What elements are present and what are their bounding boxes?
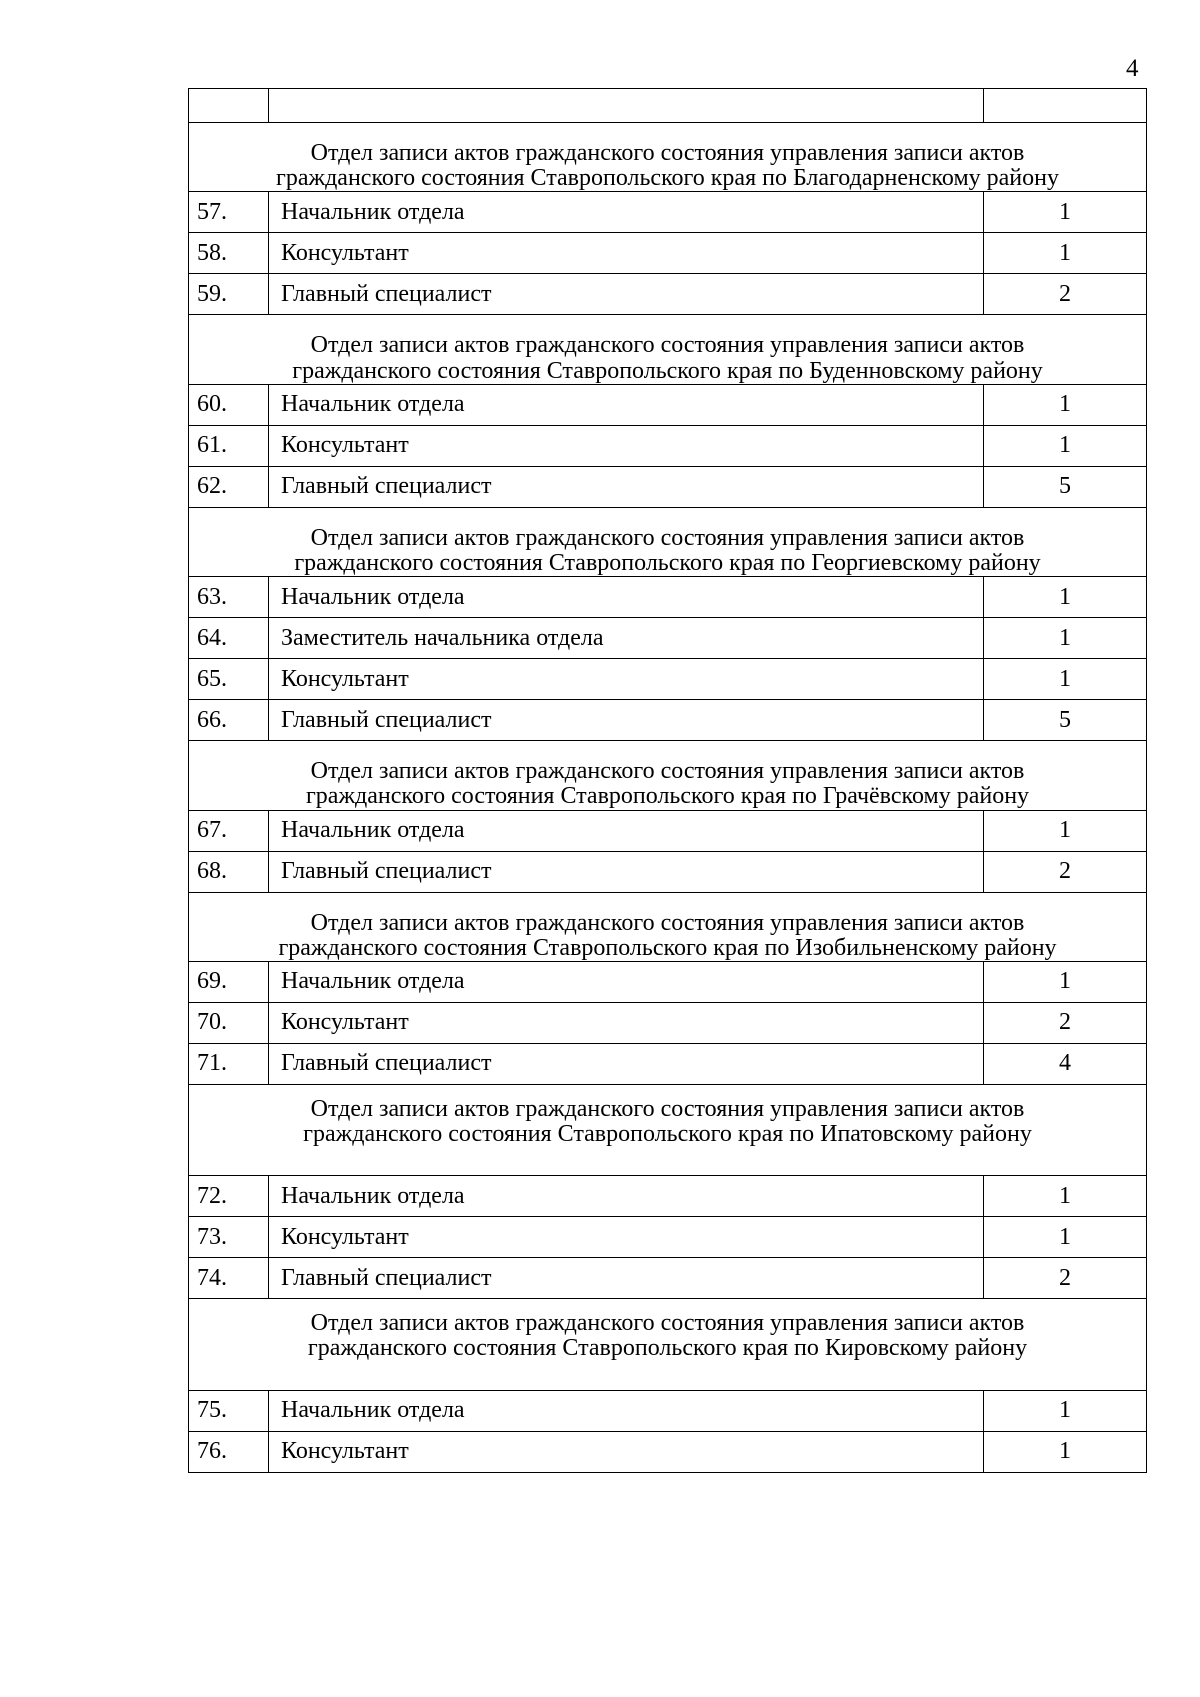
empty-cell — [189, 89, 269, 123]
section-header — [189, 1299, 1147, 1390]
table-row — [189, 577, 1147, 618]
position-title: Начальник отдела — [269, 1176, 984, 1217]
position-count: 2 — [984, 1258, 1147, 1299]
empty-cell — [269, 89, 984, 123]
row-number: 62. — [189, 466, 269, 507]
section-title-line: Отдел записи актов гражданского состояния управления записи актов — [310, 140, 1025, 166]
table-row — [189, 1217, 1147, 1258]
position-count: 2 — [984, 274, 1147, 315]
row-number: 73. — [189, 1217, 269, 1258]
position-count: 1 — [984, 1390, 1147, 1431]
section-header — [189, 741, 1147, 810]
position-title: Начальник отдела — [269, 1390, 984, 1431]
table-row — [189, 851, 1147, 892]
position-count: 1 — [984, 618, 1147, 659]
table-row — [189, 274, 1147, 315]
position-title: Начальник отдела — [269, 192, 984, 233]
position-title: Начальник отдела — [269, 384, 984, 425]
table-row — [189, 810, 1147, 851]
table-top-row — [189, 89, 1147, 123]
position-count: 1 — [984, 1176, 1147, 1217]
page-number: 4 — [1126, 55, 1139, 82]
row-number: 57. — [189, 192, 269, 233]
position-title: Начальник отдела — [269, 810, 984, 851]
row-number: 64. — [189, 618, 269, 659]
position-title: Заместитель начальника отдела — [269, 618, 984, 659]
row-number: 59. — [189, 274, 269, 315]
position-title: Главный специалист — [269, 466, 984, 507]
row-number: 66. — [189, 700, 269, 741]
position-title: Главный специалист — [269, 700, 984, 741]
position-title: Консультант — [269, 233, 984, 274]
position-count: 1 — [984, 810, 1147, 851]
section-header — [189, 315, 1147, 384]
position-count: 5 — [984, 466, 1147, 507]
row-number: 70. — [189, 1002, 269, 1043]
position-count: 4 — [984, 1043, 1147, 1084]
row-number: 74. — [189, 1258, 269, 1299]
section-header — [189, 892, 1147, 961]
section-title-line: гражданского состояния Ставропольского края по Буденновскому району — [292, 357, 1043, 384]
empty-cell — [984, 89, 1147, 123]
position-count: 1 — [984, 192, 1147, 233]
table-row — [189, 1431, 1147, 1472]
section-title-line: гражданского состояния Ставропольского края по Кировскому району — [307, 1335, 1028, 1362]
table-row — [189, 425, 1147, 466]
section-title-line: Отдел записи актов гражданского состояния управления записи актов — [310, 1310, 1025, 1337]
row-number: 67. — [189, 810, 269, 851]
section-title-line: гражданского состояния Ставропольского края по Грачёвскому району — [305, 783, 1030, 810]
position-count: 1 — [984, 961, 1147, 1002]
section-title-line: гражданского состояния Ставропольского края по Ипатовскому району — [303, 1121, 1032, 1148]
table-row — [189, 1002, 1147, 1043]
position-count: 1 — [984, 1217, 1147, 1258]
position-count: 2 — [984, 851, 1147, 892]
position-title: Начальник отдела — [269, 577, 984, 618]
table-row — [189, 618, 1147, 659]
position-title: Консультант — [269, 659, 984, 700]
position-title: Консультант — [269, 425, 984, 466]
section-title-line: Отдел записи актов гражданского состояния управления записи актов — [310, 909, 1025, 936]
table-row — [189, 233, 1147, 274]
row-number: 76. — [189, 1431, 269, 1472]
table-row — [189, 1390, 1147, 1431]
section-header — [189, 1084, 1147, 1175]
section-title-line: Отдел записи актов гражданского состояния управления записи актов — [310, 758, 1025, 785]
row-number: 58. — [189, 233, 269, 274]
position-count: 2 — [984, 1002, 1147, 1043]
row-number: 75. — [189, 1390, 269, 1431]
table-row — [189, 1258, 1147, 1299]
position-count: 1 — [984, 425, 1147, 466]
section-title-line: Отдел записи актов гражданского состояния управления записи актов — [310, 332, 1025, 359]
table-row — [189, 659, 1147, 700]
row-number: 63. — [189, 577, 269, 618]
position-count: 5 — [984, 700, 1147, 741]
position-title: Консультант — [269, 1002, 984, 1043]
staff-table — [188, 88, 1147, 1473]
table-row — [189, 961, 1147, 1002]
position-count: 1 — [984, 384, 1147, 425]
table-row — [189, 1176, 1147, 1217]
position-count: 1 — [984, 577, 1147, 618]
table-row — [189, 192, 1147, 233]
position-title: Главный специалист — [269, 851, 984, 892]
section-title-line: гражданского состояния Ставропольского края по Изобильненскому району — [278, 934, 1057, 961]
row-number: 65. — [189, 659, 269, 700]
section-title-line: Отдел записи актов гражданского состояния управления записи актов — [310, 1095, 1025, 1122]
section-title-line: гражданского состояния Ставропольского края по Георгиевскому району — [294, 549, 1041, 576]
row-number: 72. — [189, 1176, 269, 1217]
row-number: 60. — [189, 384, 269, 425]
table-row — [189, 466, 1147, 507]
table-row — [189, 700, 1147, 741]
position-title: Главный специалист — [269, 1043, 984, 1084]
table-row — [189, 1043, 1147, 1084]
row-number: 69. — [189, 961, 269, 1002]
position-title: Начальник отдела — [269, 961, 984, 1002]
position-title: Консультант — [269, 1431, 984, 1472]
position-count: 1 — [984, 1431, 1147, 1472]
row-number: 68. — [189, 851, 269, 892]
position-title: Консультант — [269, 1217, 984, 1258]
section-header — [189, 123, 1147, 192]
position-count: 1 — [984, 659, 1147, 700]
position-count: 1 — [984, 233, 1147, 274]
position-title: Главный специалист — [269, 1258, 984, 1299]
section-title-line: гражданского состояния Ставропольского края по Благодарненскому району — [276, 165, 1059, 192]
section-title-line: Отдел записи актов гражданского состояния управления записи актов — [310, 524, 1025, 551]
table-row — [189, 384, 1147, 425]
position-title: Главный специалист — [269, 274, 984, 315]
row-number: 61. — [189, 425, 269, 466]
section-header — [189, 507, 1147, 576]
row-number: 71. — [189, 1043, 269, 1084]
